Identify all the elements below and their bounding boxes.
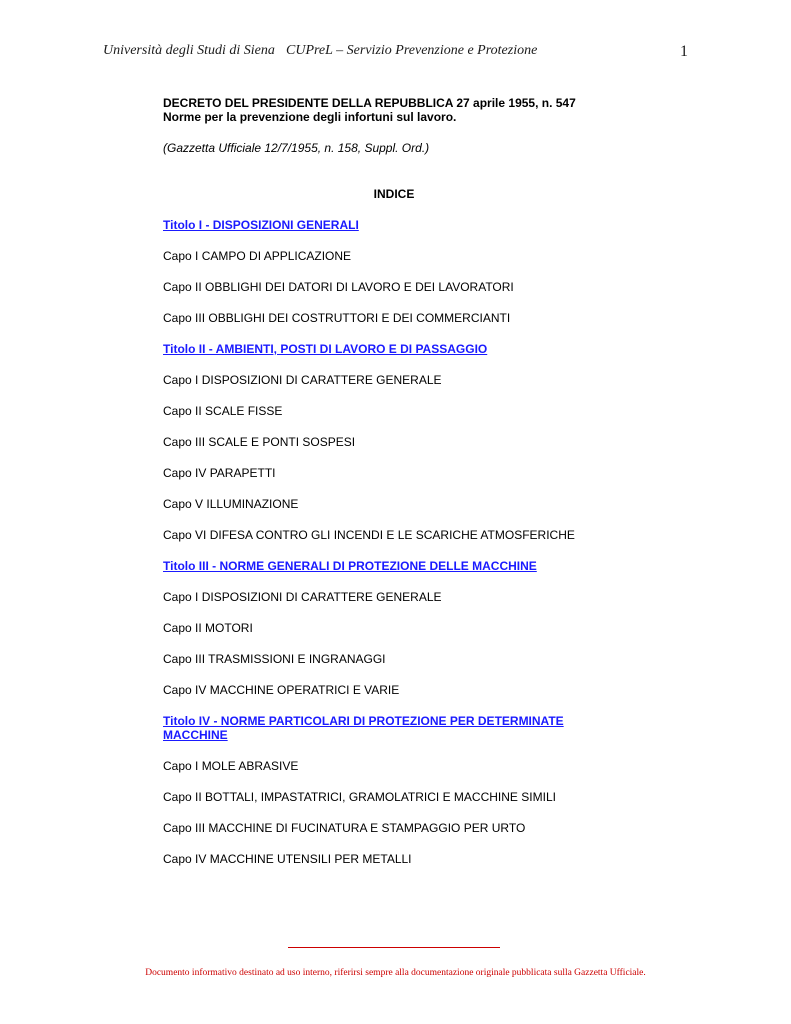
toc-capo: Capo III TRASMISSIONI E INGRANAGGI xyxy=(163,652,386,666)
table-of-contents xyxy=(163,218,623,866)
toc-capo: Capo III SCALE E PONTI SOSPESI xyxy=(163,435,356,449)
header-service: CUPreL – Servizio Prevenzione e Protezione xyxy=(286,43,538,58)
toc-capo: Capo I DISPOSIZIONI DI CARATTERE GENERALE xyxy=(163,590,442,604)
toc-capo: Capo III OBBLIGHI DEI COSTRUTTORI E DEI COMMERCIANTI xyxy=(163,311,511,325)
link-titolo-3[interactable]: Titolo III - NORME GENERALI DI PROTEZIONE DELLE MACCHINE xyxy=(163,559,537,573)
decree-title xyxy=(163,96,623,124)
decree-title-line-2: Norme per la prevenzione degli infortuni sul lavoro. xyxy=(163,110,457,124)
link-titolo-2[interactable]: Titolo II - AMBIENTI, POSTI DI LAVORO E DI PASSAGGIO xyxy=(163,342,488,356)
running-header xyxy=(103,43,688,63)
toc-titolo-2 xyxy=(163,342,623,356)
toc-capo: Capo II OBBLIGHI DEI DATORI DI LAVORO E DEI LAVORATORI xyxy=(163,280,514,294)
header-university: Università degli Studi di Siena xyxy=(103,43,275,58)
toc-capo: Capo I CAMPO DI APPLICAZIONE xyxy=(163,249,352,263)
toc-capo: Capo IV PARAPETTI xyxy=(163,466,276,480)
toc-capo: Capo IV MACCHINE UTENSILI PER METALLI xyxy=(163,852,412,866)
toc-capo: Capo II MOTORI xyxy=(163,621,253,635)
document-body xyxy=(163,96,623,866)
toc-capo: Capo II BOTTALI, IMPASTATRICI, GRAMOLATRICI E MACCHINE SIMILI xyxy=(163,790,556,804)
toc-capo: Capo V ILLUMINAZIONE xyxy=(163,497,299,511)
gazzetta-reference: (Gazzetta Ufficiale 12/7/1955, n. 158, Suppl. Ord.) xyxy=(163,141,430,155)
toc-capo: Capo III MACCHINE DI FUCINATURA E STAMPAGGIO PER URTO xyxy=(163,821,526,835)
toc-capo: Capo IV MACCHINE OPERATRICI E VARIE xyxy=(163,683,400,697)
footer-divider xyxy=(288,947,500,948)
toc-capo: Capo II SCALE FISSE xyxy=(163,404,283,418)
toc-titolo-3 xyxy=(163,559,623,573)
toc-capo: Capo VI DIFESA CONTRO GLI INCENDI E LE SCARICHE ATMOSFERICHE xyxy=(163,528,575,542)
footer-disclaimer: Documento informativo destinato ad uso interno, riferirsi sempre alla documentazione originale pubblicata sulla Gazzetta Ufficiale. xyxy=(145,968,646,978)
link-titolo-1[interactable]: Titolo I - DISPOSIZIONI GENERALI xyxy=(163,218,359,232)
page-number: 1 xyxy=(680,43,688,60)
toc-titolo-1 xyxy=(163,218,623,232)
link-titolo-4[interactable]: Titolo IV - NORME PARTICOLARI DI PROTEZIONE PER DETERMINATE MACCHINE xyxy=(163,714,564,742)
decree-title-line-1: DECRETO DEL PRESIDENTE DELLA REPUBBLICA 27 aprile 1955, n. 547 xyxy=(163,96,576,110)
index-heading: INDICE xyxy=(373,187,415,201)
toc-capo: Capo I MOLE ABRASIVE xyxy=(163,759,299,773)
toc-titolo-4 xyxy=(163,714,623,742)
toc-capo: Capo I DISPOSIZIONI DI CARATTERE GENERALE xyxy=(163,373,442,387)
